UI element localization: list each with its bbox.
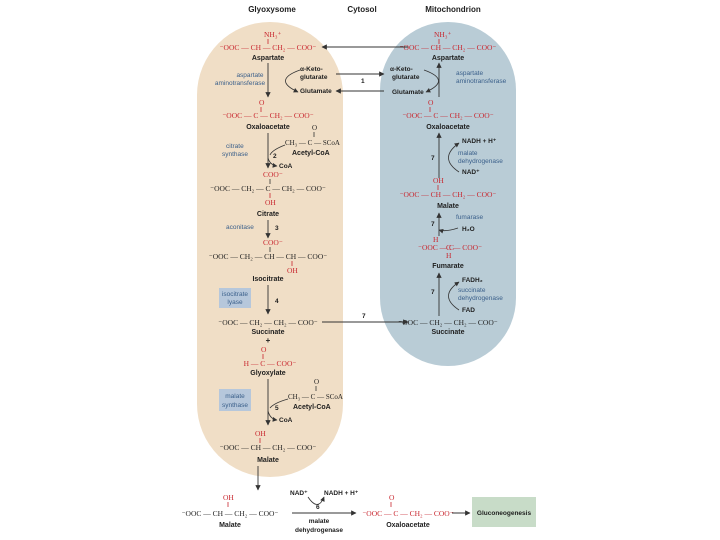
- cytosol-title: Cytosol: [347, 5, 377, 14]
- alpha-ketoglutarate-m2: glutarate: [392, 74, 420, 81]
- alpha-ketoglutarate-g: α-Keto-: [300, 66, 323, 73]
- step-7a: 7: [431, 155, 435, 162]
- glutamate-m: Glutamate: [392, 89, 424, 96]
- enzyme-malate-synthase-2: synthase: [221, 402, 249, 409]
- nadh-label-c: NADH + H⁺: [324, 490, 359, 497]
- fadh2-label: FADH₂: [462, 277, 483, 284]
- citrate-label: Citrate: [256, 211, 280, 218]
- step-7c: 7: [431, 289, 435, 296]
- malate-oh-c: OH: [223, 493, 234, 502]
- enzyme-fumarase: fumarase: [456, 214, 484, 221]
- o-atom-oaa-c: O: [389, 493, 395, 502]
- step-1: 1: [361, 78, 365, 85]
- succinate-label-g: Succinate: [251, 329, 285, 336]
- nh3-group-g: NH₃⁺: [264, 30, 282, 39]
- nh3-group-m: NH₃⁺: [434, 30, 452, 39]
- h2o-label: H₂O: [462, 226, 475, 233]
- glyoxylate-o: O: [261, 345, 267, 354]
- enzyme-succinate-dehydrogenase-1: succinate: [458, 287, 486, 294]
- acetyl-coa-label-2: Acetyl-CoA: [293, 404, 331, 411]
- enzyme-succinate-dehydrogenase-2: dehydrogenase: [458, 295, 503, 302]
- isocitrate-label: Isocitrate: [252, 276, 284, 283]
- glyoxylate-label: Glyoxylate: [250, 370, 286, 377]
- aspartate-structure-m: ⁻OOC — CH — CH₂ — COO⁻: [399, 43, 497, 52]
- enzyme-citrate-synthase-1: citrate: [226, 143, 244, 150]
- acetyl-coa-label-1: Acetyl-CoA: [292, 150, 330, 157]
- step-7b: 7: [431, 221, 435, 228]
- enzyme-aspartate-aminotransferase-m1: aspartate: [456, 70, 484, 77]
- fumarate-h1: H: [433, 235, 439, 244]
- malate-label-c: Malate: [219, 522, 241, 529]
- coa-label-2: CoA: [279, 417, 293, 424]
- fumarate-bottom: C — COO⁻: [446, 243, 483, 252]
- oxaloacetate-label-g: Oxaloacetate: [246, 124, 290, 131]
- aspartate-label-m: Aspartate: [431, 55, 465, 62]
- glyoxylate-structure: H — C — COO⁻: [243, 359, 297, 368]
- oxaloacetate-structure-c: ⁻OOC — C — CH₂ — COO⁻: [362, 509, 454, 518]
- enzyme-isocitrate-lyase-1: isocitrate: [221, 291, 249, 298]
- succinate-label-m: Succinate: [431, 329, 465, 336]
- malate-structure-m: ⁻OOC — CH — CH₂ — COO⁻: [399, 190, 497, 199]
- aspartate-structure-g: ⁻OOC — CH — CH₂ — COO⁻: [219, 43, 317, 52]
- o-atom-oaa-m: O: [428, 98, 434, 107]
- oxaloacetate-label-m: Oxaloacetate: [426, 124, 470, 131]
- isocitrate-structure: ⁻OOC — CH₂ — CH — CH — COO⁻: [208, 252, 328, 261]
- step-5: 5: [275, 405, 279, 412]
- enzyme-aspartate-aminotransferase-g2: aminotransferase: [214, 80, 266, 87]
- oxaloacetate-structure-g: ⁻OOC — C — CH₂ — COO⁻: [222, 111, 314, 120]
- acetyl-coa-o-1: O: [312, 124, 318, 132]
- enzyme-malate-dehydrogenase-c2: dehydrogenase: [294, 527, 344, 534]
- glyoxysome-title: Glyoxysome: [248, 5, 296, 14]
- alpha-ketoglutarate-m: α-Keto-: [390, 66, 413, 73]
- enzyme-aspartate-aminotransferase-g1: aspartate: [236, 72, 264, 79]
- step-2: 2: [273, 153, 277, 160]
- isocitrate-coo: COO⁻: [263, 238, 283, 247]
- coa-label-1: CoA: [279, 163, 293, 170]
- malate-structure-g: ⁻OOC — CH — CH₂ — COO⁻: [219, 443, 317, 452]
- nad-label-m: NAD⁺: [462, 169, 480, 176]
- oxaloacetate-structure-m: ⁻OOC — C — CH₂ — COO⁻: [402, 111, 494, 120]
- acetyl-coa-structure-2: CH₃ — C — SCoA: [288, 393, 343, 401]
- enzyme-malate-dehydrogenase-c1: malate: [308, 518, 330, 525]
- enzyme-malate-dehydrogenase-m2: dehydrogenase: [458, 158, 503, 165]
- malate-oh-g: OH: [255, 429, 266, 438]
- enzyme-citrate-synthase-2: synthase: [222, 151, 249, 158]
- malate-label-m: Malate: [437, 203, 459, 210]
- fumarate-label: Fumarate: [432, 263, 464, 270]
- mitochondrion-title: Mitochondrion: [425, 5, 481, 14]
- alpha-ketoglutarate-g2: glutarate: [300, 74, 328, 81]
- enzyme-malate-dehydrogenase-m1: malate: [458, 150, 478, 157]
- citrate-coo: COO⁻: [263, 170, 283, 179]
- citrate-oh: OH: [265, 198, 276, 207]
- succinate-structure-g: ⁻OOC — CH₂ — CH₂ — COO⁻: [218, 318, 318, 327]
- acetyl-coa-structure-1: CH₃ — C — SCoA: [285, 139, 340, 147]
- malate-label-g: Malate: [257, 457, 279, 464]
- succinate-structure-m: ⁻OOC — CH₂ — CH₂ — COO⁻: [398, 318, 498, 327]
- malate-structure-c: ⁻OOC — CH — CH₂ — COO⁻: [181, 509, 279, 518]
- glutamate-g: Glutamate: [300, 88, 332, 95]
- o-atom-oaa-g: O: [259, 98, 265, 107]
- plus-sign: +: [265, 336, 271, 345]
- step-6: 6: [316, 504, 320, 511]
- enzyme-malate-synthase-1: malate: [225, 393, 245, 400]
- gluconeogenesis-label: Gluconeogenesis: [476, 510, 532, 517]
- fad-label: FAD: [462, 307, 475, 314]
- fumarate-top: ⁻OOC — C: [418, 243, 455, 252]
- aspartate-label-g: Aspartate: [251, 55, 285, 62]
- acetyl-coa-o-2: O: [314, 378, 320, 386]
- step-7d: 7: [362, 313, 366, 320]
- step-3: 3: [275, 225, 279, 232]
- malate-oh-m: OH: [433, 176, 444, 185]
- isocitrate-oh: OH: [287, 266, 298, 275]
- fumarate-h2: H: [446, 251, 452, 260]
- enzyme-aconitase: aconitase: [226, 224, 254, 231]
- enzyme-isocitrate-lyase-2: lyase: [227, 299, 243, 306]
- nad-label-c: NAD⁺: [290, 490, 308, 497]
- enzyme-aspartate-aminotransferase-m2: aminotransferase: [456, 78, 507, 85]
- citrate-structure: ⁻OOC — CH₂ — C — CH₂ — COO⁻: [210, 184, 326, 193]
- nadh-label-m: NADH + H⁺: [462, 138, 497, 145]
- oxaloacetate-label-c: Oxaloacetate: [386, 522, 430, 529]
- step-4: 4: [275, 298, 279, 305]
- step-7e: 7: [362, 34, 366, 41]
